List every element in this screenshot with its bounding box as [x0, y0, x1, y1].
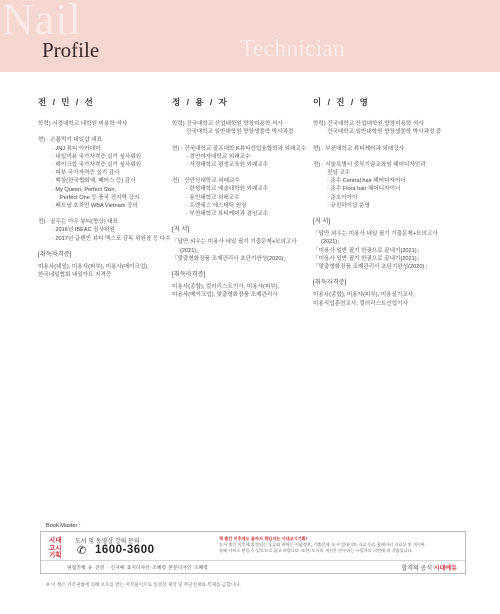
current-positions-list: [38, 145, 168, 211]
former-position-continued: 전임 교수: [327, 170, 351, 177]
cert-section-title: [취득자격증]: [38, 250, 72, 258]
header-background-word: Nail: [2, 0, 82, 44]
list-item: · 규진하이샵 운영: [327, 202, 370, 209]
book-line: 「미용사 일반 필기 한권으로 끝내기(2021)」: [313, 247, 423, 254]
list-item: · 피부 국가자격증 실기 감사: [52, 170, 120, 177]
former-positions-list: [172, 185, 312, 218]
former-positions-list: [313, 177, 463, 210]
list-item: · My Queen, Perfect Skin,: [52, 186, 117, 193]
book-line: 「미용사 일반 필기 한권으로 끝내기(2021)」: [313, 255, 423, 262]
page-title: Profile: [42, 38, 100, 62]
list-item: · 2017년 글렌빈 뷰티 엑스포 감독 위원장 등 다수: [52, 235, 171, 242]
header-background-word: Technician: [240, 36, 345, 62]
author-name: 이 / 진 / 영: [313, 97, 370, 107]
books-section-title: [저 서]: [172, 226, 190, 234]
cert-line: 미용직업훈련교사, 컬러리스트산업기사: [313, 300, 408, 307]
promo-line: 도서 출간 이후에 발견되는 오류와 바뀌는 시험정보, 기출문제, 도서 업데이트 자료 등을 홈페이지 자료실 및 게시판: [219, 541, 425, 547]
credits: 편집진행 윤 진영 · 신지예 표지디자인 조혜령 본문디자인 조혜령: [67, 566, 208, 571]
book-line: 「답만 외우는 미용사 네일 필기 기출문제+모의고사: [313, 231, 438, 238]
cert-line: 미용사(네일), 미용사(피부), 미용사(메이크업),: [38, 264, 149, 271]
cert-section-title: [취득자격증]: [313, 279, 347, 287]
author-degree: 학력) 서경대학교 대학원 미용학 석사: [38, 121, 128, 128]
cert-line: 한국네일협회 네일아트 지격증: [38, 272, 112, 279]
phone-icon: ✆: [77, 545, 87, 557]
book-line: (2021)」: [180, 247, 202, 254]
book-line: 「맞춤형화장품 조제관리사 초단기완성(2020)」: [313, 264, 430, 271]
publisher-logo: 시대 고시 기획: [49, 537, 62, 559]
current-positions-list: [172, 153, 312, 169]
author-name: 전 / 민 / 선: [38, 97, 95, 107]
book-line: 「답만 외우는 미용사 네일 필기 기출문제+모의고사: [172, 239, 297, 246]
books-section-title: [저 서]: [313, 218, 331, 226]
author-column: [172, 98, 312, 300]
author-column: [38, 97, 171, 279]
brand: [401, 563, 457, 572]
current-position-heading: 현) · 건국대학교 골프대학 K뷰티산업융합학과 외래교수: [172, 145, 307, 152]
publisher-info-box: [40, 531, 466, 574]
list-item: · 준수 Flora hair 헤어디자이너: [327, 186, 401, 193]
promo-line: 통해 서비스 받을 수 있으므로 참고 바랍니다. 또한, 도서의 개선은 연구하는 구입자의 의견에 귀 기울입니다.: [219, 547, 413, 553]
list-item: · JNJ 뷰티 아카데미: [52, 145, 101, 152]
list-item: Perfect One 등 품국 전지역 강의: [60, 194, 140, 201]
list-item: · 베트남 호치민 WBA Vietnam 강의: [52, 203, 138, 210]
author-degree: 학력) 건국대학교 산업대학원 향장미용학 석사: [313, 121, 424, 128]
author-degree: 건국대학교 일반대학원 향장생물학 박사과정 중: [327, 129, 442, 136]
phone-number: 1600-3600: [95, 544, 155, 556]
list-item: · 2016년 IBEAC 심사위원: [52, 227, 115, 234]
list-item: · 준수 Central hair 헤어디자이너: [327, 178, 406, 185]
list-item: · 메이크업 국가자격증 실기 심사위원: [52, 162, 142, 169]
brand-name: 시대에듀: [433, 566, 457, 572]
book-line: 「맞춤형화장품 조제관리사 초단기완성(2020)」: [172, 255, 289, 262]
author-column: [313, 98, 463, 308]
author-degree: 학력) 건국대학교 산업대학원 향장미용학 석사: [172, 121, 283, 128]
current-position-heading: 현) · 부천대학교 뷰티케어과 외래강사: [313, 145, 404, 152]
cert-line: 미용사(메이크업), 맞춤형화장품 조제관리사: [172, 292, 278, 299]
list-item: · 용인대학교 외래교수: [186, 194, 240, 201]
list-item: · 경인여자대학교 외래교수: [186, 153, 251, 160]
phone-label: 도서 및 동영상 강의 문의: [75, 539, 140, 545]
promo-text: [219, 536, 459, 553]
list-item: · 서경대학교 평생교육원 외래교수: [186, 162, 269, 169]
promo-headline: 책 출간 이후에도 끝까지 책임지는 시대교시기획!: [219, 536, 308, 541]
list-item: · 백상(한국협회예, 페어스 등) 감사: [52, 178, 136, 185]
copyright-notice: ※ 이 책은 저작권법에 의해 보호를 받는 저작물이므로 동영상 제작 및 무단전재와 복제를 금합니다.: [46, 582, 241, 587]
brand-prefix: 합격의 공식: [401, 566, 433, 572]
current-position-heading: 현) · 손톱먹기 네일샵 대표: [38, 137, 102, 144]
author-name: 정 / 용 / 자: [172, 97, 229, 107]
former-position-heading: 전) · 골두는 아우 뷰티(향상) 대표: [38, 219, 119, 226]
cert-line: 미용사(종합), 컬러리스트기사, 미용사(피부),: [172, 284, 280, 291]
author-degree: 건국대학교 일반대학원 향장생물학 박사과정: [186, 129, 294, 136]
list-item: · 프렌세스 에스테틱 원장: [186, 202, 247, 209]
former-positions-list: [38, 226, 171, 242]
book-master-label: Book Master :: [46, 523, 81, 529]
list-item: · 네일미용 국가자격증 실기 심사위원: [52, 153, 142, 160]
cert-line: 미용사(종합), 미용사(피부), 미용실기교사,: [313, 292, 415, 299]
cert-section-title: [취득자격증]: [172, 271, 206, 279]
book-line: (2021)」: [321, 239, 343, 246]
list-item: · 준오이아이: [327, 194, 358, 201]
footer-divider: [41, 560, 465, 561]
list-item: · 부천대학교 뷰티케어과 겸임교수: [186, 211, 269, 218]
former-position-heading: 전) · 신안산대학교 외래교수: [172, 178, 240, 185]
former-position-heading: 전) · 서울특별시 중부기술교육원 헤어디자인과: [313, 161, 426, 168]
profile-header: [0, 0, 500, 72]
list-item: · 한성대학교 예술대학원 외래교수: [186, 186, 269, 193]
